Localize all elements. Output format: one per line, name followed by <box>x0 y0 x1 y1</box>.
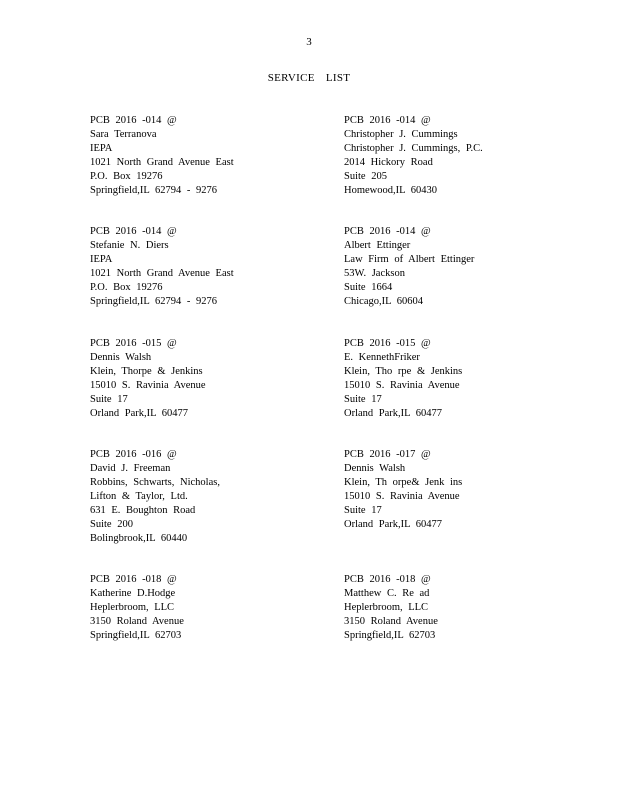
service-entry <box>344 337 574 421</box>
address-line: Suite 200 <box>90 519 133 530</box>
page-number: 3 <box>306 36 312 48</box>
address-line: Suite 17 <box>344 394 382 405</box>
service-entry <box>90 114 320 198</box>
case-number: PCB 2016 -015 @ <box>90 338 177 349</box>
case-number: PCB 2016 -014 @ <box>344 226 431 237</box>
address-line: Orland Park,IL 60477 <box>344 519 443 530</box>
recipient-name: Matthew C. Re ad <box>344 588 430 599</box>
case-number: PCB 2016 -018 @ <box>90 574 177 585</box>
address-line: Chicago,IL 60604 <box>344 296 424 307</box>
address-line: IEPA <box>90 143 113 154</box>
address-line: Bolingbrook,IL 60440 <box>90 533 188 544</box>
address-line: Springfield,IL 62703 <box>344 630 436 641</box>
address-line: Heplerbroom, LLC <box>90 602 175 613</box>
service-entry <box>344 225 574 309</box>
service-entry <box>90 225 320 309</box>
service-entry <box>344 114 574 198</box>
case-number: PCB 2016 -015 @ <box>344 338 431 349</box>
address-line: Orland Park,IL 60477 <box>344 408 443 419</box>
address-line: Christopher J. Cummings, P.C. <box>344 143 483 154</box>
address-line: 3150 Roland Avenue <box>344 616 438 627</box>
address-line: 15010 S. Ravinia Avenue <box>90 380 206 391</box>
address-line: Klein, Tho rpe & Jenkins <box>344 366 463 377</box>
service-entry <box>344 573 574 643</box>
recipient-name: David J. Freeman <box>90 463 171 474</box>
address-line: Orland Park,IL 60477 <box>90 408 189 419</box>
recipient-name: Katherine D.Hodge <box>90 588 176 599</box>
address-line: 15010 S. Ravinia Avenue <box>344 491 460 502</box>
address-line: Robbins, Schwarts, Nicholas, <box>90 477 220 488</box>
address-line: Suite 205 <box>344 171 387 182</box>
recipient-name: Albert Ettinger <box>344 240 411 251</box>
address-line: Springfield,IL 62794 - 9276 <box>90 185 218 196</box>
address-line: 3150 Roland Avenue <box>90 616 184 627</box>
address-line: P.O. Box 19276 <box>90 282 163 293</box>
recipient-name: Dennis Walsh <box>90 352 152 363</box>
address-line: 1021 North Grand Avenue East <box>90 268 234 279</box>
address-line: Suite 1664 <box>344 282 393 293</box>
case-number: PCB 2016 -014 @ <box>90 115 177 126</box>
case-number: PCB 2016 -018 @ <box>344 574 431 585</box>
address-line: IEPA <box>90 254 113 265</box>
address-line: Homewood,IL 60430 <box>344 185 438 196</box>
address-line: Law Firm of Albert Ettinger <box>344 254 475 265</box>
recipient-name: Sara Terranova <box>90 129 157 140</box>
service-entry <box>90 448 320 546</box>
address-line: P.O. Box 19276 <box>90 171 163 182</box>
case-number: PCB 2016 -014 @ <box>90 226 177 237</box>
address-line: 631 E. Boughton Road <box>90 505 196 516</box>
address-line: Suite 17 <box>90 394 128 405</box>
recipient-name: Dennis Walsh <box>344 463 406 474</box>
service-entry <box>344 448 574 532</box>
address-line: 2014 Hickory Road <box>344 157 433 168</box>
address-line: Lifton & Taylor, Ltd. <box>90 491 188 502</box>
address-line: Heplerbroom, LLC <box>344 602 429 613</box>
service-entry <box>90 573 320 643</box>
address-line: Suite 17 <box>344 505 382 516</box>
address-line: 53W. Jackson <box>344 268 405 279</box>
recipient-name: Stefanie N. Diers <box>90 240 169 251</box>
page-title: SERVICE LIST <box>267 72 351 84</box>
address-line: Springfield,IL 62794 - 9276 <box>90 296 218 307</box>
recipient-name: E. KennethFriker <box>344 352 420 363</box>
service-entry <box>90 337 320 421</box>
address-line: Springfield,IL 62703 <box>90 630 182 641</box>
case-number: PCB 2016 -016 @ <box>90 449 177 460</box>
case-number: PCB 2016 -014 @ <box>344 115 431 126</box>
address-line: Klein, Thorpe & Jenkins <box>90 366 203 377</box>
address-line: 15010 S. Ravinia Avenue <box>344 380 460 391</box>
address-line: Klein, Th orpe& Jenk ins <box>344 477 463 488</box>
case-number: PCB 2016 -017 @ <box>344 449 431 460</box>
address-line: 1021 North Grand Avenue East <box>90 157 234 168</box>
recipient-name: Christopher J. Cummings <box>344 129 458 140</box>
